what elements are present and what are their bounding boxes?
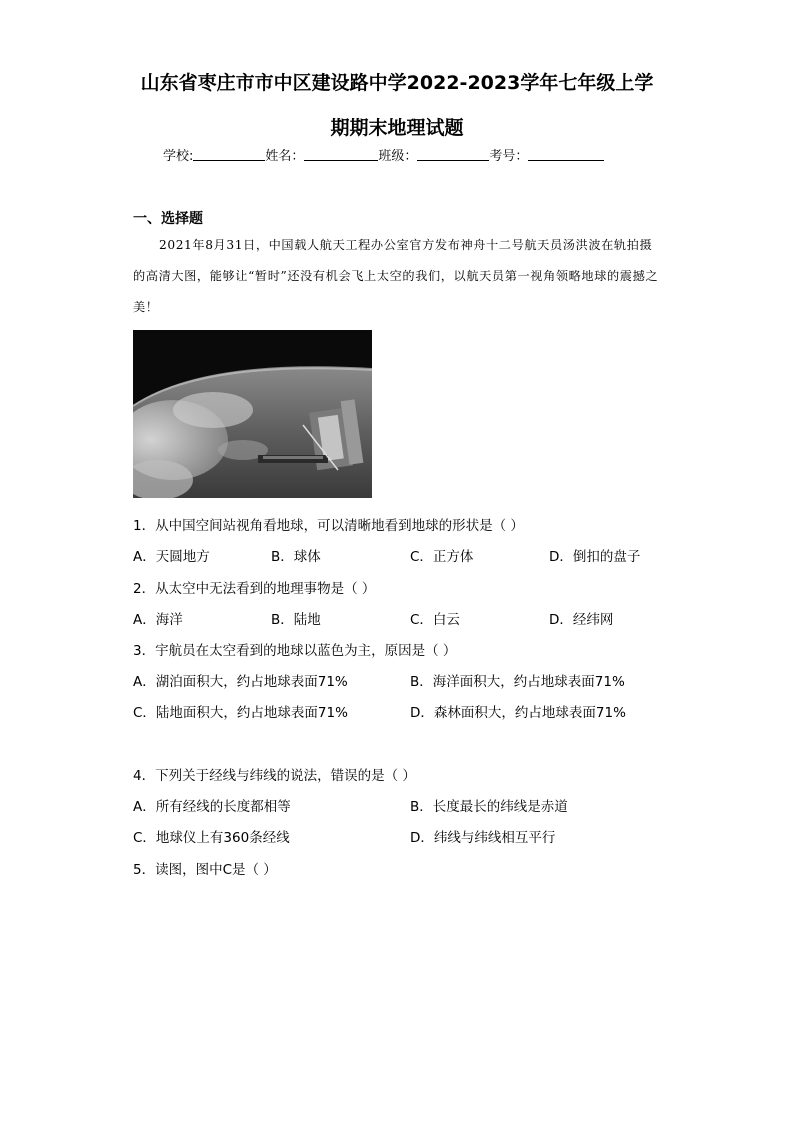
question-2: 2．从太空中无法看到的地理事物是（ ） [133,581,376,597]
school-blank [193,148,265,161]
q2-option-a: A．海洋 [133,612,183,628]
section-title: 一、选择题 [133,211,203,227]
name-blank [304,148,378,161]
name-label: 姓名： [265,149,305,164]
class-label: 班级： [378,149,418,164]
earth-from-space-photo [133,330,372,498]
q2-option-b: B．陆地 [271,612,321,628]
q3-option-a: A．湖泊面积大，约占地球表面71% [133,674,348,690]
q1-option-c: C．正方体 [410,549,474,565]
q2-option-c: C．白云 [410,612,460,628]
school-label: 学校: [163,149,194,164]
number-blank [528,148,604,161]
question-3: 3．宇航员在太空看到的地球以蓝色为主，原因是（ ） [133,643,457,659]
page-title-line-1: 山东省枣庄市市中区建设路中学2022-2023学年七年级上学 [140,72,654,94]
student-info-line [163,145,604,164]
q4-option-a: A．所有经线的长度都相等 [133,799,291,815]
q1-option-b: B．球体 [271,549,321,565]
q1-option-d: D．倒扣的盘子 [549,549,641,565]
question-4: 4．下列关于经线与纬线的说法，错误的是（ ） [133,768,416,784]
number-label: 考号： [489,149,529,164]
q3-option-c: C．陆地面积大，约占地球表面71% [133,705,348,721]
question-1: 1．从中国空间站视角看地球，可以清晰地看到地球的形状是（ ） [133,518,524,534]
q3-option-b: B．海洋面积大，约占地球表面71% [410,674,625,690]
q4-option-d: D．纬线与纬线相互平行 [410,830,556,846]
q1-option-a: A．天圆地方 [133,549,210,565]
question-5: 5．读图，图中C是（ ） [133,862,277,878]
q3-option-d: D．森林面积大，约占地球表面71% [410,705,626,721]
q2-option-d: D．经纬网 [549,612,614,628]
q4-option-c: C．地球仪上有360条经线 [133,830,290,846]
class-blank [417,148,489,161]
q4-option-b: B．长度最长的纬线是赤道 [410,799,568,815]
page-title-line-2: 期期末地理试题 [330,117,464,139]
intro-paragraph: 2021年8月31日，中国载人航天工程办公室官方发布神舟十二号航天员汤洪波在轨拍摄的高清大图，能够让“暂时”还没有机会飞上太空的我们，以航天员第一视角领略地球的震撼之美！ [133,238,659,314]
